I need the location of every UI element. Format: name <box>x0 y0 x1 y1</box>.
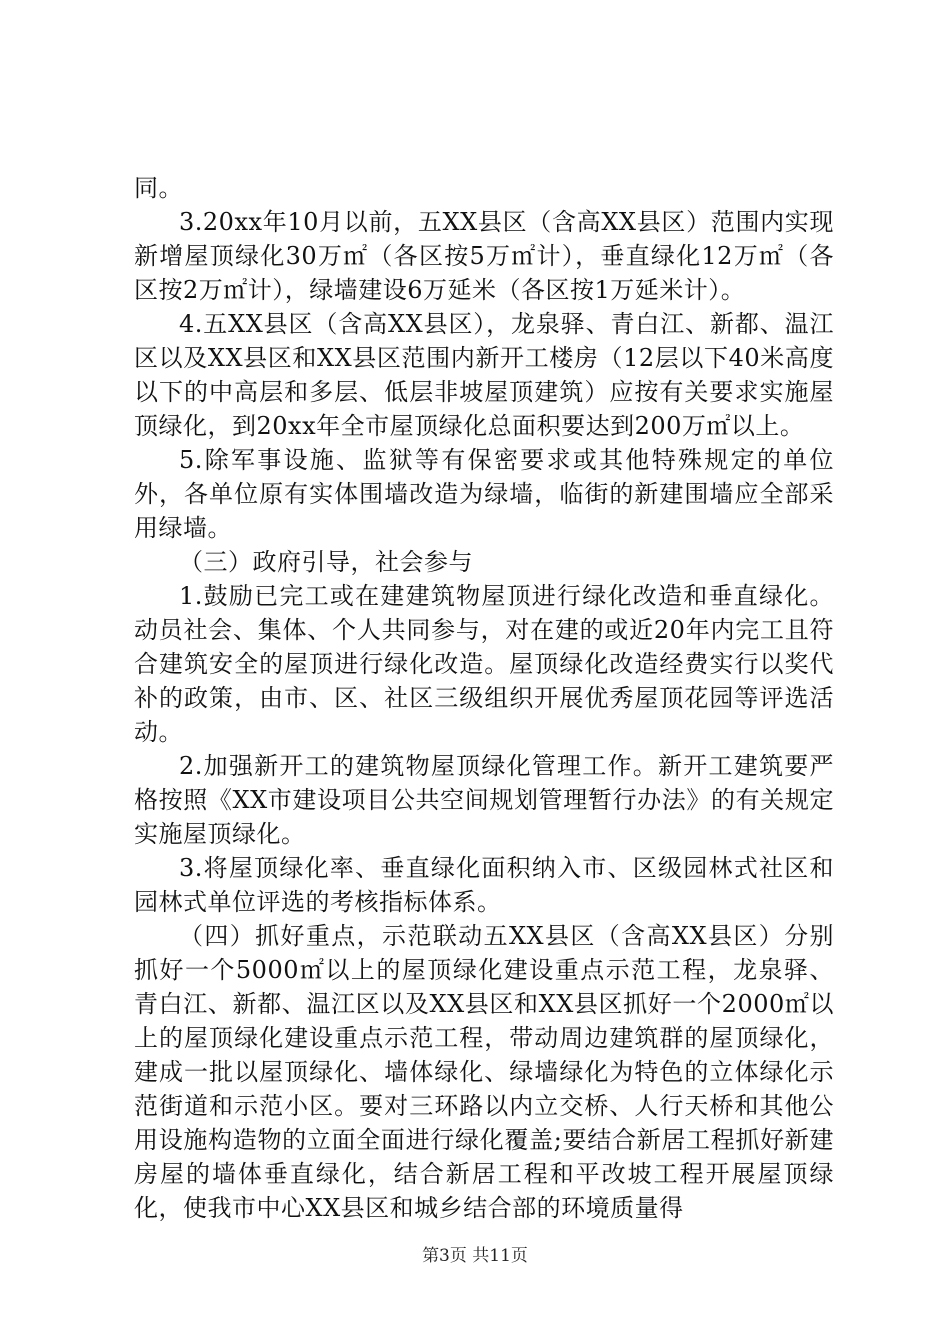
section-heading-4-paragraph: （四）抓好重点，示范联动五XX县区（含高XX县区）分别抓好一个5000㎡以上的屋顶绿化建设重点示范工程，龙泉驿、青白江、新都、温江区以及XX县区和XX县区抓好一个2000㎡以上的屋顶绿化建设重点示范工程，带动周边建筑群的屋顶绿化，建成一批以屋顶绿化、墙体绿化、绿墙绿化为特色的立体绿化示范街道和示范小区。要对三环路以内立交桥、人行天桥和其他公用设施构造物的立面全面进行绿化覆盖;要结合新居工程抓好新建房屋的墙体垂直绿化，结合新居工程和平改坡工程开展屋顶绿化，使我市中心XX县区和城乡结合部的环境质量得 <box>134 922 834 1222</box>
paragraph-item-3: 3.20xx年10月以前，五XX县区（含高XX县区）范围内实现新增屋顶绿化30万㎡（各区按5万㎡计），垂直绿化12万㎡（各区按2万㎡计），绿墙建设6万延米（各区按1万延米计）。 <box>134 208 834 304</box>
paragraph-continuation: 同。 <box>134 174 183 202</box>
section-heading-3: （三）政府引导，社会参与 <box>179 548 473 576</box>
paragraph-section3-item-3: 3.将屋顶绿化率、垂直绿化面积纳入市、区级园林式社区和园林式单位评选的考核指标体系。 <box>134 854 834 916</box>
page-number-footer: 第3页 共11页 <box>422 1246 528 1266</box>
paragraph-section3-item-1: 1.鼓励已完工或在建建筑物屋顶进行绿化改造和垂直绿化。动员社会、集体、个人共同参与，对在建的或近20年内完工且符合建筑安全的屋顶进行绿化改造。屋顶绿化改造经费实行以奖代补的政策，由市、区、社区三级组织开展优秀屋顶花园等评选活动。 <box>134 582 834 746</box>
paragraph-item-4: 4.五XX县区（含高XX县区），龙泉驿、青白江、新都、温江区以及XX县区和XX县区范围内新开工楼房（12层以下40米高度以下的中高层和多层、低层非坡屋顶建筑）应按有关要求实施屋顶绿化，到20xx年全市屋顶绿化总面积要达到200万㎡以上。 <box>134 310 834 440</box>
paragraph-item-5: 5.除军事设施、监狱等有保密要求或其他特殊规定的单位外，各单位原有实体围墙改造为绿墙，临街的新建围墙应全部采用绿墙。 <box>134 446 834 542</box>
paragraph-section3-item-2: 2.加强新开工的建筑物屋顶绿化管理工作。新开工建筑要严格按照《XX市建设项目公共空间规划管理暂行办法》的有关规定实施屋顶绿化。 <box>134 752 834 848</box>
document-body <box>134 171 834 1225</box>
